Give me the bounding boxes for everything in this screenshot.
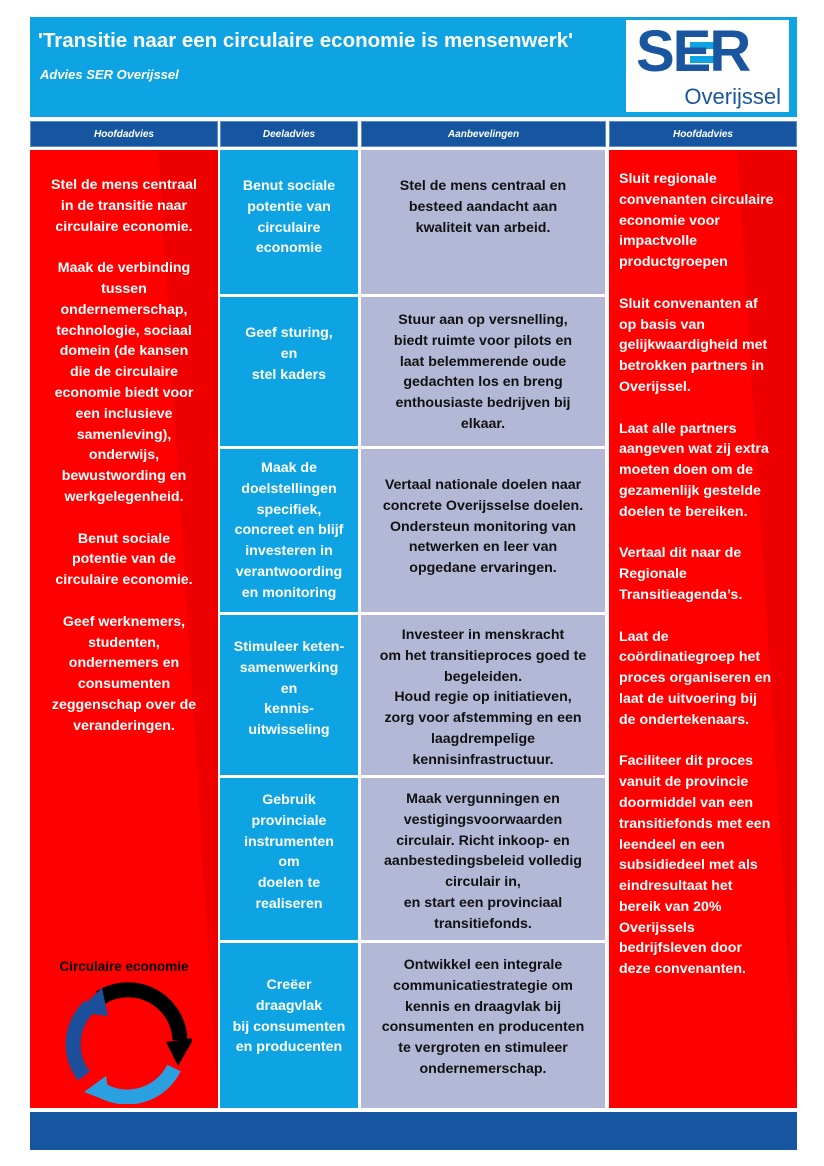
logo-word: SER [636, 19, 750, 84]
column-header-hoofdadvies-left: Hoofdadvies [30, 121, 218, 147]
deeladvies-cell: Geef sturing, en stel kaders [220, 297, 358, 446]
logo-subtext: Overijssel [684, 84, 781, 109]
advice-row [220, 150, 606, 294]
deeladvies-cell: Creëer draagvlak bij consumenten en producenten [220, 943, 358, 1108]
aanbeveling-cell: Stel de mens centraal en besteed aandacht aan kwaliteit van arbeid. [361, 150, 605, 294]
right-main-advice-column [609, 150, 797, 1108]
advice-row [220, 449, 606, 612]
column-header-hoofdadvies-right: Hoofdadvies [609, 121, 797, 147]
cycle-label: Circulaire economie [59, 959, 189, 974]
header-banner [30, 17, 797, 117]
aanbeveling-cell: Ontwikkel een integrale communicatiestrategie om kennis en draagvlak bij consumenten en producenten te vergroten en stimuleer ondernemerschap. [361, 943, 605, 1108]
deeladvies-cell: Gebruik provinciale instrumenten om doelen te realiseren [220, 778, 358, 940]
advice-row [220, 297, 606, 446]
aanbeveling-cell: Maak vergunningen en vestigingsvoorwaarden circulair. Richt inkoop- en aanbestedingsbeleid volledig circulair in, en start een provinciaal transitiefonds. [361, 778, 605, 940]
advice-row [220, 778, 606, 940]
left-main-advice-text: Stel de mens centraal in de transitie naar circulaire economie. Maak de verbinding tussen ondernemerschap, technologie, sociaal domein (de kansen die de circulaire economie biedt voor een inclusieve samenleving), onderwijs, bewustwording en werkgelegenheid. Benut sociale potentie van de circulaire economie. Geef werknemers, studenten, ondernemers en consumenten zeggenschap over de veranderingen. [51, 177, 197, 734]
page-title: 'Transitie naar een circulaire economie is mensenwerk' [38, 29, 574, 52]
aanbeveling-cell: Stuur aan op versnelling, biedt ruimte voor pilots en laat belemmerende oude gedachten los en breng enthousiaste bedrijven bij elkaar. [361, 297, 605, 446]
column-header-aanbevelingen: Aanbevelingen [361, 121, 606, 147]
right-main-advice-text: Sluit regionale convenanten circulaire economie voor impactvolle productgroepen Sluit convenanten af op basis van gelijkwaardigheid met betrokken partners in Overijssel. Laat alle partners aangeven wat zij extra moeten doen om de gezamenlijk gestelde doelen te bereiken. Vertaal dit naar de Regionale Transitieagenda’s. Laat de coördinatiegroep het proces organiseren en laat de uitvoering bij de ondertekenaars. Faciliteer dit proces vanuit de provincie doormiddel van een transitiefonds met een leendeel en een subsidiedeel met als eindresultaat het bereik van 20% Overijssels bedrijfsleven door deze convenanten. [619, 171, 774, 978]
column-header-deeladvies: Deeladvies [220, 121, 358, 147]
aanbeveling-cell: Investeer in menskracht om het transitieproces goed te begeleiden. Houd regie op initiatieven, zorg voor afstemming en een laagdrempelige kennisinfrastructuur. [361, 615, 605, 775]
deeladvies-cell: Stimuleer keten- samenwerking en kennis- uitwisseling [220, 615, 358, 775]
aanbeveling-cell: Vertaal nationale doelen naar concrete Overijsselse doelen. Ondersteun monitoring van netwerken en leer van opgedane ervaringen. [361, 449, 605, 612]
advice-row [220, 943, 606, 1108]
circular-economy-arrows-icon [62, 980, 192, 1104]
left-main-advice-column [30, 150, 218, 1108]
deeladvies-cell: Maak de doelstellingen specifiek, concreet en blijf investeren in verantwoording en monitoring [220, 449, 358, 612]
advice-row [220, 615, 606, 775]
deeladvies-cell: Benut sociale potentie van circulaire economie [220, 150, 358, 294]
footer-bar [30, 1112, 797, 1150]
ser-logo [626, 20, 789, 112]
page-subtitle: Advies SER Overijssel [40, 67, 179, 82]
